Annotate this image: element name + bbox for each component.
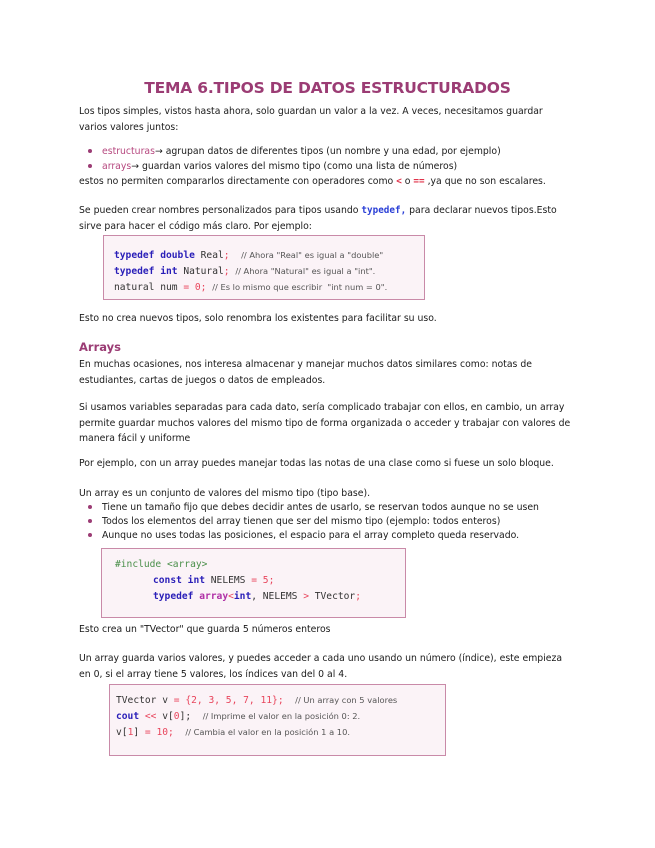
arrow-icon: →: [131, 161, 140, 172]
intro-paragraph: [79, 104, 579, 135]
intro-line-2: varios valores juntos:: [79, 121, 179, 133]
intro-line-1: Los tipos simples, vistos hasta ahora, solo guardan un valor a la vez. A veces, necesitamos guardar: [79, 106, 543, 117]
list-item: [88, 160, 457, 174]
list-item: [88, 145, 501, 159]
list-item-text: guardan varios valores del mismo tipo (como una lista de números): [139, 161, 458, 172]
list-item: [88, 529, 519, 543]
renombra-paragraph: Esto no crea nuevos tipos, solo renombra los existentes para facilitar su uso.: [79, 313, 437, 324]
code-line: typedef double Real; // Ahora "Real" es igual a "double": [114, 250, 384, 261]
list-item: [88, 501, 539, 515]
list-item-text: Aunque no uses todas las posiciones, el espacio para el array completo queda reservado.: [102, 530, 520, 541]
bullet-icon: [88, 164, 92, 168]
arrays-paragraph-2: Si usamos variables separadas para cada dato, sería complicado trabajar con ellos, en cambio, un array permite guardar muchos valores del mismo tipo de forma organizada o acceder y trabajar con valores de manera fácil y uniforme: [79, 402, 571, 444]
operator-eq: ==: [413, 176, 425, 187]
term-estructuras: estructuras: [102, 146, 155, 157]
bullet-icon: [88, 505, 92, 509]
bullet-icon: [88, 519, 92, 523]
tvector-paragraph: Esto crea un "TVector" que guarda 5 números enteros: [79, 624, 331, 635]
arrays-paragraph-3: Por ejemplo, con un array puedes manejar todas las notas de una clase como si fuese un solo bloque.: [79, 458, 554, 469]
arrays-definition: Un array es un conjunto de valores del mismo tipo (tipo base).: [79, 488, 371, 499]
typedef-paragraph: Se pueden crear nombres personalizados para tipos usando typedef, para declarar nuevos tipos.Esto sirve para hacer el código más claro. Por ejemplo:: [79, 205, 557, 232]
operator-lt: <: [396, 176, 402, 187]
code-line: natural num = 0; // Es lo mismo que escribir "int num = 0".: [114, 282, 388, 293]
page-title: TEMA 6.TIPOS DE DATOS ESTRUCTURADOS: [144, 79, 511, 97]
term-arrays: arrays: [102, 161, 132, 172]
code-line: #include <array>: [115, 559, 208, 570]
list-item-text: Todos los elementos del array tienen que ser del mismo tipo (ejemplo: todos enteros): [102, 516, 501, 527]
list-item: [88, 515, 500, 529]
arrow-icon: →: [154, 146, 163, 157]
code-line: typedef array<int, NELEMS > TVector;: [153, 591, 361, 602]
bullet-icon: [88, 149, 92, 153]
arrays-heading: Arrays: [79, 340, 121, 354]
list-item-text: agrupan datos de diferentes tipos (un nombre y una edad, por ejemplo): [162, 146, 501, 157]
code-line: v[1] = 10; // Cambia el valor en la posición 1 a 10.: [116, 727, 350, 738]
arrays-paragraph-1: En muchas ocasiones, nos interesa almacenar y manejar muchos datos similares como: notas de estudiantes, cartas de juegos o datos de empleados.: [79, 359, 532, 386]
code-line: cout << v[0]; // Imprime el valor en la posición 0: 2.: [116, 711, 361, 722]
typedef-keyword: typedef,: [361, 205, 407, 216]
code-line: const int NELEMS = 5;: [153, 575, 275, 586]
bullet-icon: [88, 533, 92, 537]
code-line: TVector v = {2, 3, 5, 7, 11}; // Un array con 5 valores: [116, 695, 398, 706]
list-item-text: Tiene un tamaño fijo que debes decidir antes de usarlo, se reservan todos aunque no se usen: [102, 502, 539, 513]
code-line: typedef int Natural; // Ahora "Natural" es igual a "int".: [114, 266, 376, 277]
index-paragraph: Un array guarda varios valores, y puedes acceder a cada uno usando un número (índice), este empieza en 0, si el array tiene 5 valores, los índices van del 0 al 4.: [79, 653, 563, 680]
compare-paragraph: estos no permiten compararlos directamente con operadores como < o == ,ya que no son escalares.: [79, 176, 546, 187]
